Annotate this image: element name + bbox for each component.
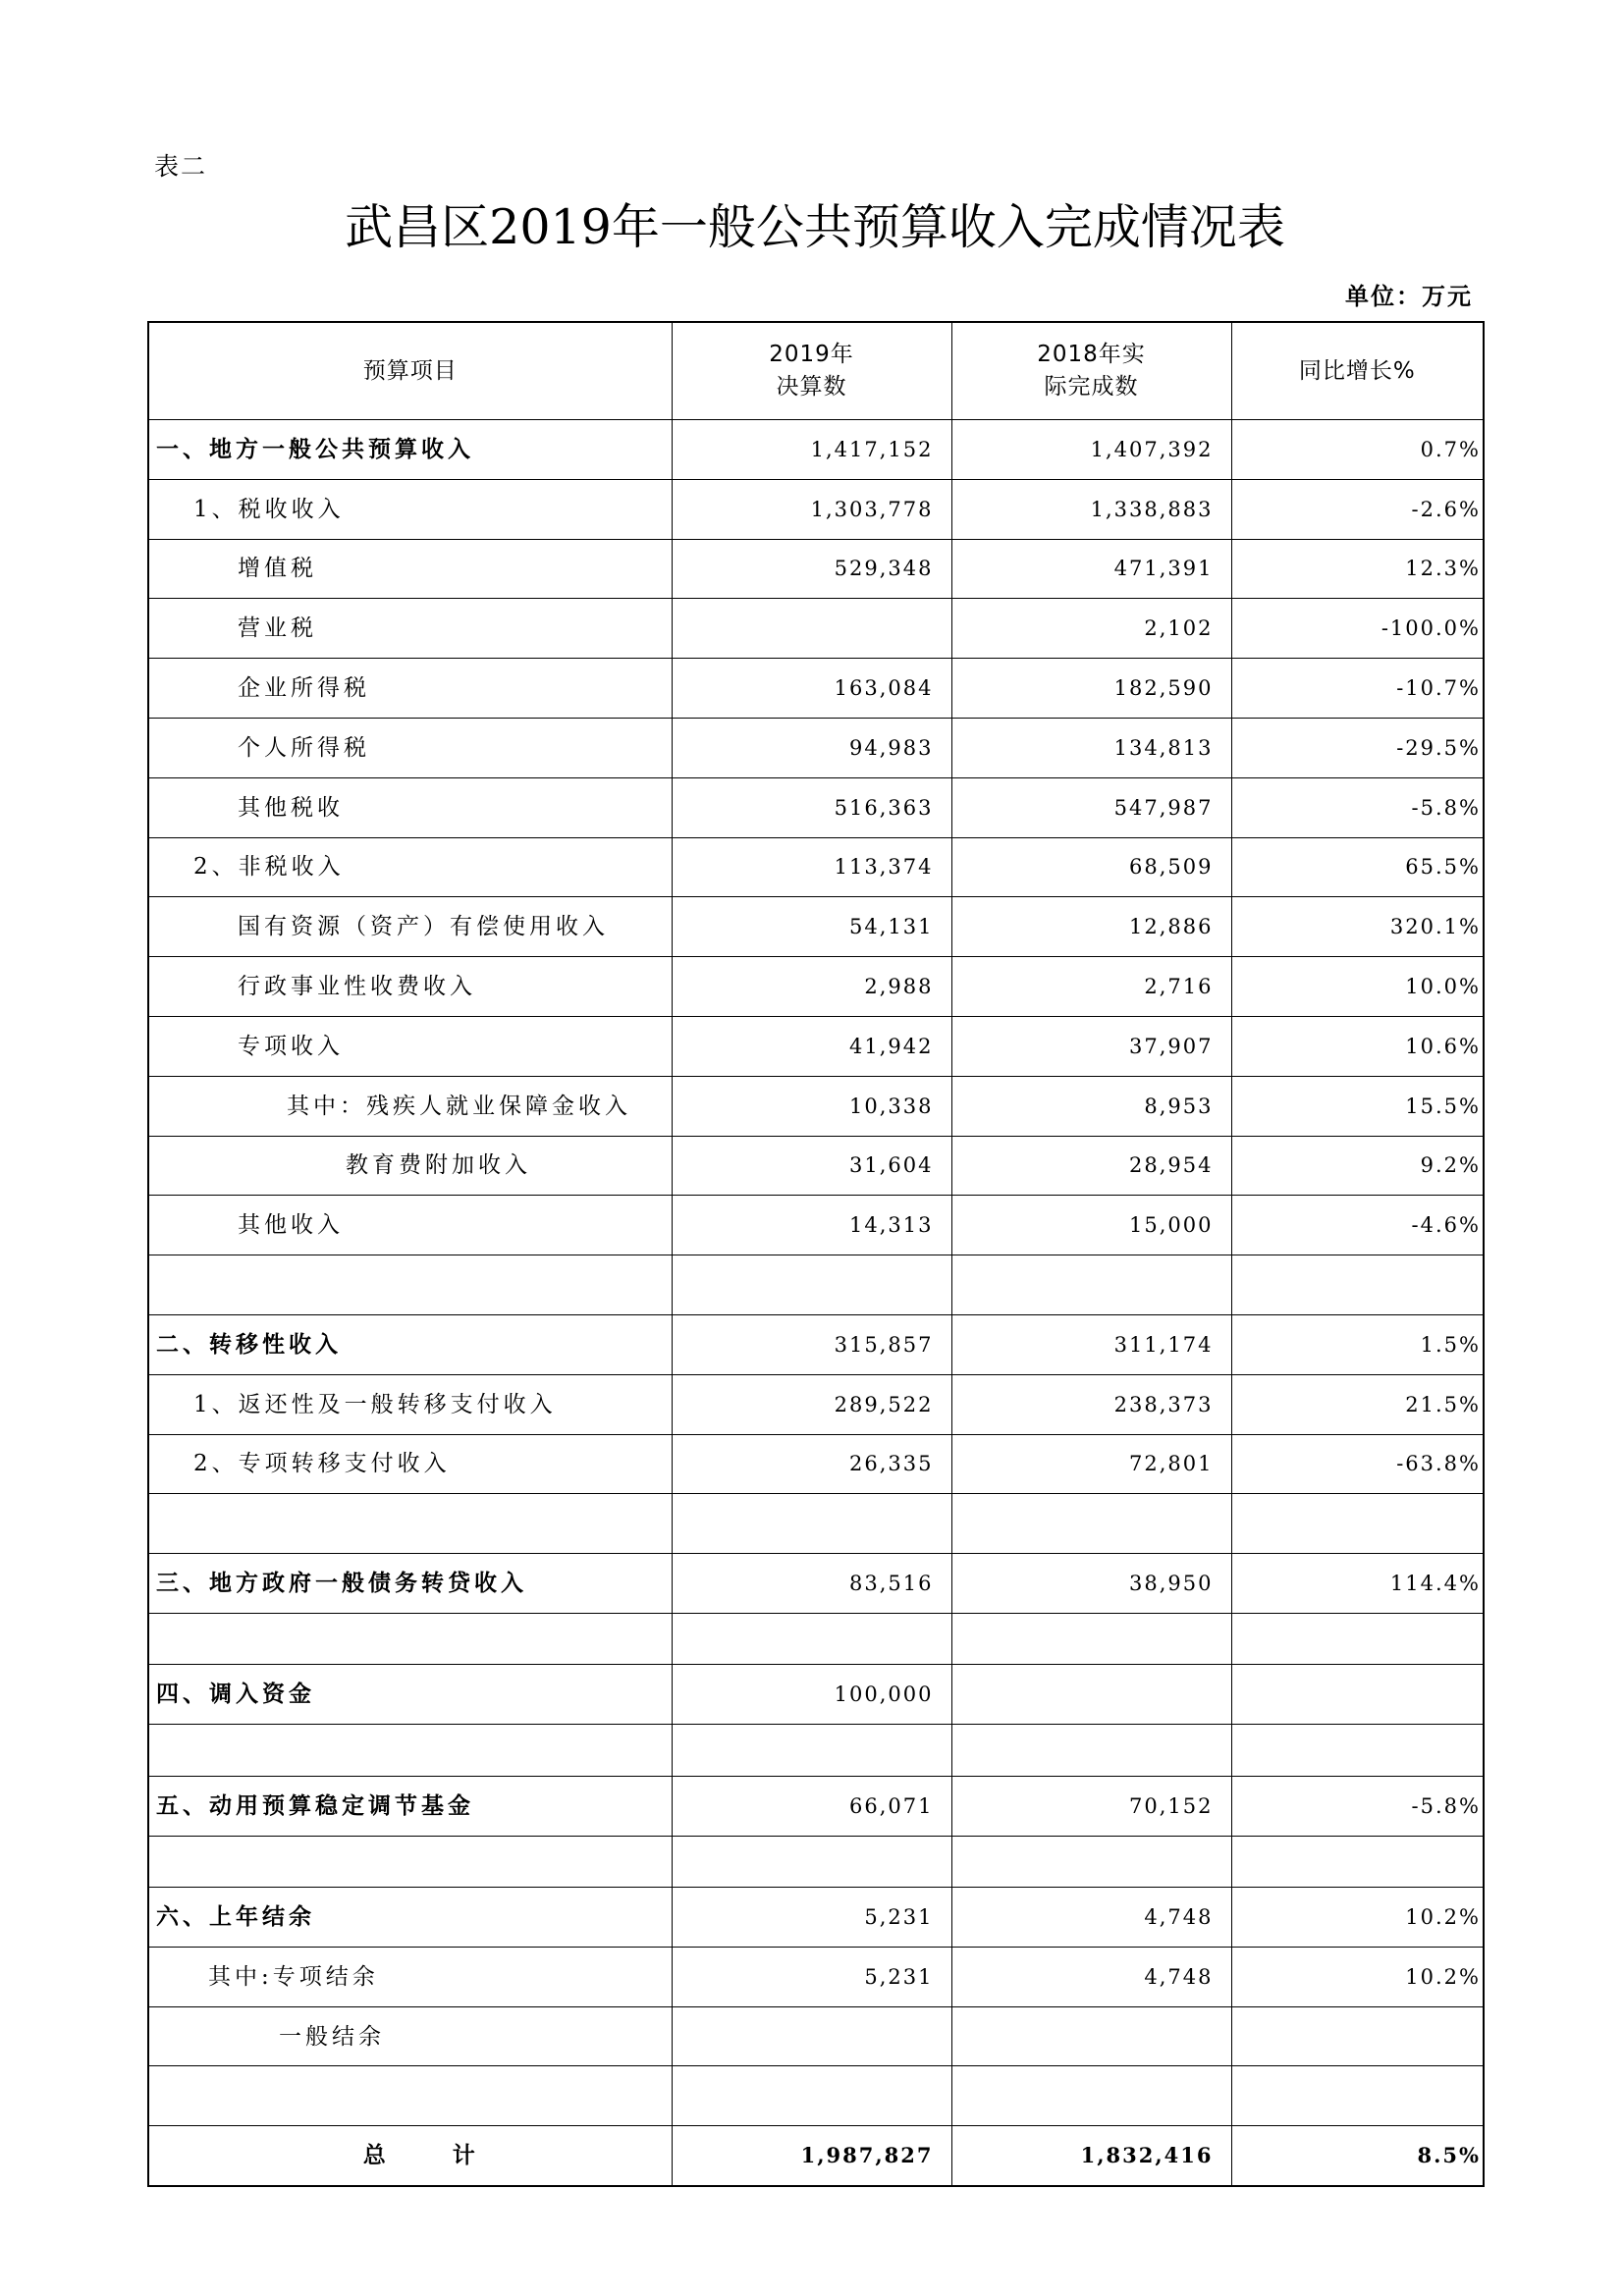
value-2018: 311,174 [951,1314,1231,1374]
blank-cell [148,1836,672,1888]
yoy-change [1231,2006,1484,2066]
value-2019: 5,231 [672,1947,951,2006]
table-row [148,718,1484,777]
value-2019: 14,313 [672,1196,951,1255]
blank-cell [1231,1494,1484,1554]
blank-cell [672,1613,951,1665]
value-2018: 68,509 [951,837,1231,897]
value-2019: 41,942 [672,1016,951,1076]
budget-revenue-table [147,321,1485,2187]
row-label: 一、地方一般公共预算收入 [148,420,672,480]
row-label: 二、转移性收入 [148,1314,672,1374]
yoy-change: 10.2% [1231,1888,1484,1948]
value-2018: 182,590 [951,659,1231,719]
value-2019: 83,516 [672,1554,951,1614]
blank-cell [951,1725,1231,1777]
value-2018: 134,813 [951,718,1231,777]
blank-cell [148,1613,672,1665]
value-2019: 31,604 [672,1136,951,1196]
blank-cell [148,1255,672,1315]
table-number-label: 表二 [154,152,208,181]
value-2018 [951,2006,1231,2066]
value-2018: 4,748 [951,1888,1231,1948]
yoy-change: 10.6% [1231,1016,1484,1076]
row-label: 行政事业性收费收入 [148,957,672,1017]
col-header-2018 [951,322,1231,420]
row-label: 个人所得税 [148,718,672,777]
blank-cell [951,1255,1231,1315]
total-label: 总 计 [148,2126,672,2186]
row-label: 三、地方政府一般债务转贷收入 [148,1554,672,1614]
value-2019: 163,084 [672,659,951,719]
blank-cell [672,1255,951,1315]
row-label: 一般结余 [148,2006,672,2066]
value-2018: 15,000 [951,1196,1231,1255]
row-label: 企业所得税 [148,659,672,719]
blank-cell [951,1836,1231,1888]
blank-row [148,1255,1484,1315]
value-2019: 100,000 [672,1665,951,1725]
yoy-change: 21.5% [1231,1374,1484,1434]
table-row [148,1434,1484,1494]
value-2018: 1,338,883 [951,479,1231,539]
blank-cell [951,2066,1231,2126]
blank-row [148,1613,1484,1665]
table-row [148,957,1484,1017]
value-2019: 26,335 [672,1434,951,1494]
value-2019: 94,983 [672,718,951,777]
yoy-change: 1.5% [1231,1314,1484,1374]
value-2018: 70,152 [951,1776,1231,1836]
table-row [148,1888,1484,1948]
blank-row [148,2066,1484,2126]
table-row [148,837,1484,897]
blank-cell [148,1725,672,1777]
value-2019: 289,522 [672,1374,951,1434]
value-2018: 2,716 [951,957,1231,1017]
blank-cell [1231,1836,1484,1888]
value-2019: 516,363 [672,777,951,837]
blank-cell [1231,2066,1484,2126]
row-label: 营业税 [148,599,672,659]
col-header-change: 同比增长% [1231,322,1484,420]
value-2019: 10,338 [672,1076,951,1136]
value-2018: 38,950 [951,1554,1231,1614]
value-2019: 529,348 [672,539,951,599]
table-row [148,420,1484,480]
yoy-change: 65.5% [1231,837,1484,897]
value-2019: 113,374 [672,837,951,897]
table-row [148,1016,1484,1076]
blank-cell [672,2066,951,2126]
row-label: 2、专项转移支付收入 [148,1434,672,1494]
row-label: 1、返还性及一般转移支付收入 [148,1374,672,1434]
value-2018: 4,748 [951,1947,1231,2006]
row-label: 六、上年结余 [148,1888,672,1948]
col-header-2019-line2: 决算数 [776,374,847,400]
blank-cell [672,1494,951,1554]
yoy-change: -100.0% [1231,599,1484,659]
blank-row [148,1725,1484,1777]
yoy-change: 114.4% [1231,1554,1484,1614]
row-label: 其他税收 [148,777,672,837]
total-2018: 1,832,416 [951,2126,1231,2186]
yoy-change: -5.8% [1231,1776,1484,1836]
table-row [148,1136,1484,1196]
table-row [148,1314,1484,1374]
table-row [148,539,1484,599]
table-row [148,1554,1484,1614]
yoy-change: 15.5% [1231,1076,1484,1136]
table-row [148,1076,1484,1136]
value-2019: 66,071 [672,1776,951,1836]
col-header-item: 预算项目 [148,322,672,420]
value-2018: 72,801 [951,1434,1231,1494]
blank-cell [148,1494,672,1554]
header-row [148,322,1484,420]
table-row [148,1947,1484,2006]
row-label: 2、非税收入 [148,837,672,897]
value-2018: 471,391 [951,539,1231,599]
table-row [148,1665,1484,1725]
row-label: 1、税收收入 [148,479,672,539]
value-2019: 5,231 [672,1888,951,1948]
value-2019: 54,131 [672,897,951,957]
yoy-change: -10.7% [1231,659,1484,719]
table-row [148,479,1484,539]
value-2019: 315,857 [672,1314,951,1374]
row-label: 五、动用预算稳定调节基金 [148,1776,672,1836]
col-header-2018-line1: 2018年实 [1037,342,1146,367]
blank-cell [951,1613,1231,1665]
value-2018: 28,954 [951,1136,1231,1196]
col-header-2019-line1: 2019年 [769,342,854,367]
yoy-change: -4.6% [1231,1196,1484,1255]
value-2018: 12,886 [951,897,1231,957]
value-2018: 547,987 [951,777,1231,837]
row-label: 国有资源（资产）有偿使用收入 [148,897,672,957]
value-2019: 1,303,778 [672,479,951,539]
yoy-change: 10.2% [1231,1947,1484,2006]
table-row [148,897,1484,957]
table-row [148,777,1484,837]
total-2019: 1,987,827 [672,2126,951,2186]
yoy-change: -2.6% [1231,479,1484,539]
row-label: 其中：残疾人就业保障金收入 [148,1076,672,1136]
row-label: 四、调入资金 [148,1665,672,1725]
table-row [148,659,1484,719]
col-header-2019 [672,322,951,420]
yoy-change [1231,1665,1484,1725]
value-2019: 1,417,152 [672,420,951,480]
value-2018 [951,1665,1231,1725]
yoy-change: 10.0% [1231,957,1484,1017]
row-label: 专项收入 [148,1016,672,1076]
yoy-change: -29.5% [1231,718,1484,777]
value-2018: 1,407,392 [951,420,1231,480]
yoy-change: 12.3% [1231,539,1484,599]
table-row [148,1196,1484,1255]
table-row [148,2006,1484,2066]
table-row [148,599,1484,659]
blank-cell [951,1494,1231,1554]
col-header-2018-line2: 际完成数 [1044,374,1139,400]
value-2018: 37,907 [951,1016,1231,1076]
page-title: 武昌区2019年一般公共预算收入完成情况表 [345,199,1285,255]
row-label: 增值税 [148,539,672,599]
yoy-change: 9.2% [1231,1136,1484,1196]
yoy-change: -5.8% [1231,777,1484,837]
blank-cell [672,1725,951,1777]
yoy-change: 320.1% [1231,897,1484,957]
blank-row [148,1494,1484,1554]
value-2019: 2,988 [672,957,951,1017]
blank-cell [1231,1613,1484,1665]
value-2018: 8,953 [951,1076,1231,1136]
value-2019 [672,599,951,659]
row-label: 其中:专项结余 [148,1947,672,2006]
value-2018: 238,373 [951,1374,1231,1434]
row-label: 其他收入 [148,1196,672,1255]
total-change: 8.5% [1231,2126,1484,2186]
row-label: 教育费附加收入 [148,1136,672,1196]
unit-label: 单位：万元 [1345,283,1473,310]
yoy-change: -63.8% [1231,1434,1484,1494]
table-row [148,1776,1484,1836]
table-row [148,1374,1484,1434]
value-2018: 2,102 [951,599,1231,659]
value-2019 [672,2006,951,2066]
blank-row [148,1836,1484,1888]
blank-cell [672,1836,951,1888]
total-row [148,2126,1484,2186]
blank-cell [148,2066,672,2126]
blank-cell [1231,1725,1484,1777]
blank-cell [1231,1255,1484,1315]
yoy-change: 0.7% [1231,420,1484,480]
